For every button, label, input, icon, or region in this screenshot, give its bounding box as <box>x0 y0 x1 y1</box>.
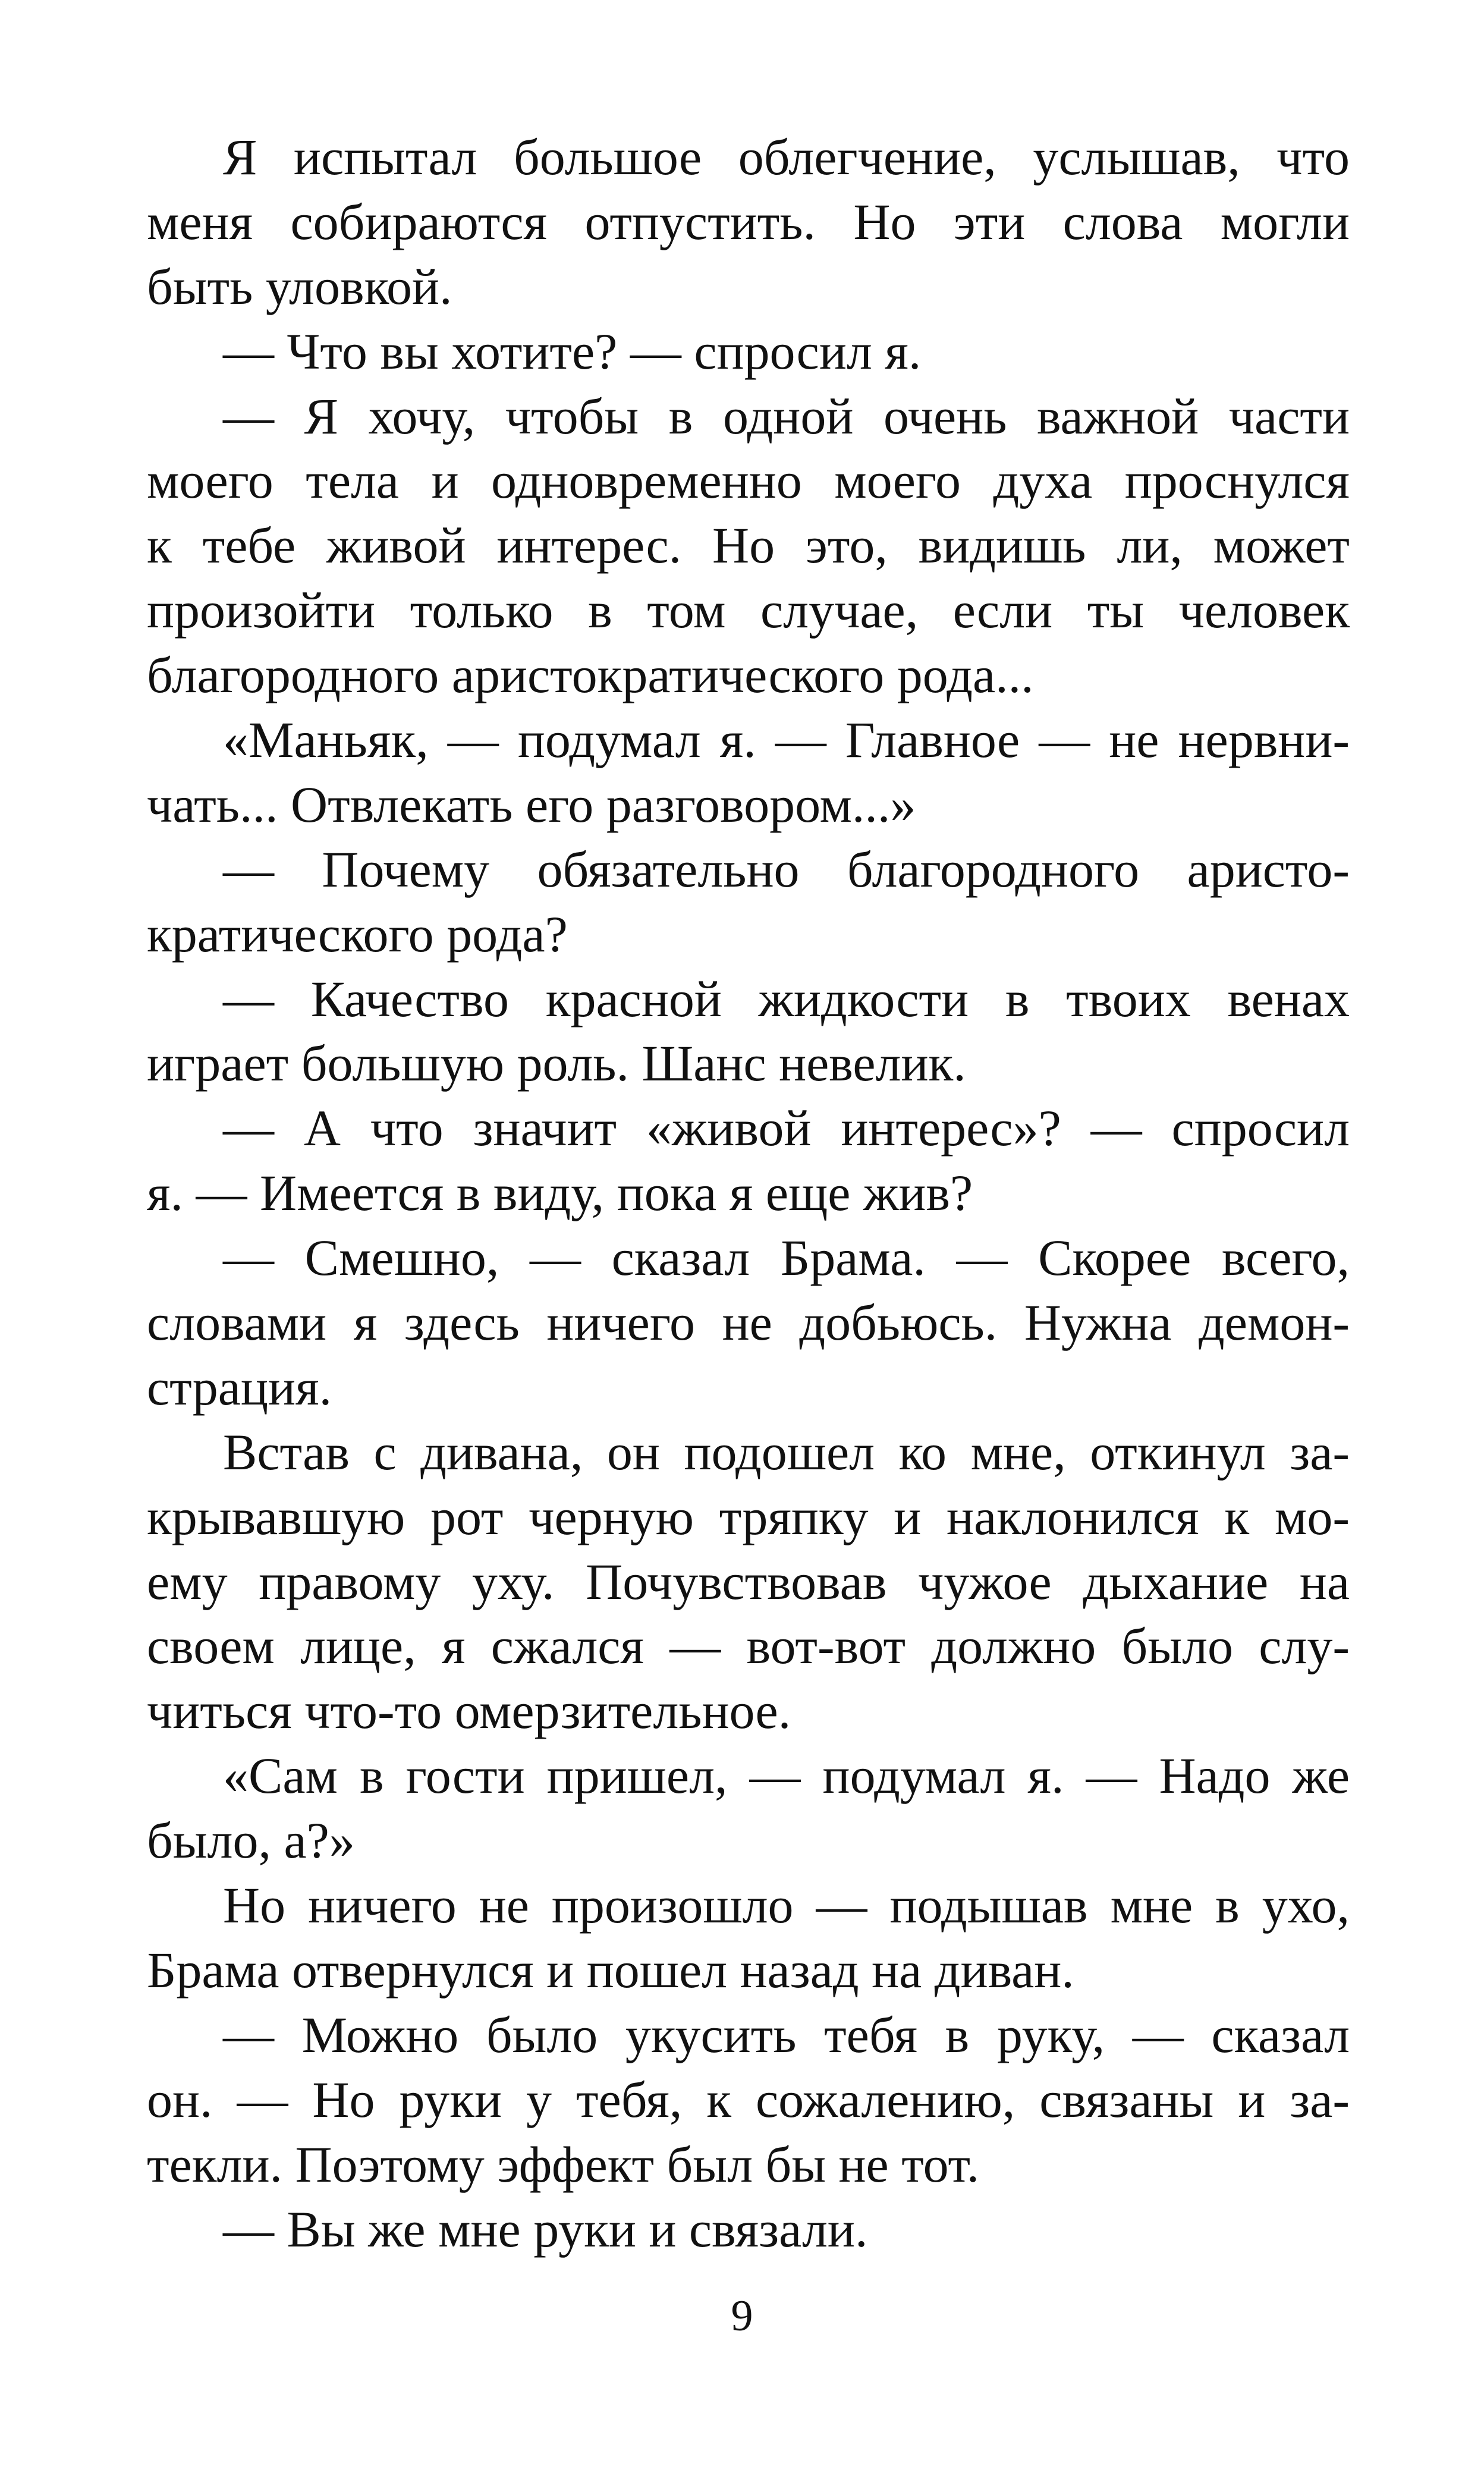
text-line: чать... Отвлекать его разговором...» <box>147 775 916 833</box>
text-line: — А что значит «живой интерес»? — спросил <box>223 1099 1350 1157</box>
text-line: текли. Поэтому эффект был бы не тот. <box>147 2135 980 2193</box>
text-line: словами я здесь ничего не добьюсь. Нужна демон- <box>147 1294 1350 1352</box>
text-line: Но ничего не произошло — подышав мне в ухо, <box>223 1877 1350 1934</box>
text-line: благородного аристократического рода... <box>147 646 1034 704</box>
text-line: — Я хочу, чтобы в одной очень важной части <box>223 387 1350 445</box>
text-line: Встав с дивана, он подошел ко мне, откинул за- <box>223 1423 1350 1481</box>
text-line: — Что вы хотите? — спросил я. <box>223 322 922 380</box>
text-line: — Вы же мне руки и связали. <box>223 2200 868 2258</box>
text-line: — Почему обязательно благородного аристо- <box>223 840 1350 898</box>
text-line: было, а?» <box>147 1812 355 1869</box>
text-line: ему правому уху. Почувствовав чужое дыхание на <box>147 1553 1350 1610</box>
text-line: моего тела и одновременно моего духа проснулся <box>147 452 1350 510</box>
text-line: своем лице, я сжался — вот-вот должно было слу- <box>147 1617 1350 1675</box>
text-line: кратического рода? <box>147 905 568 963</box>
text-line: я. — Имеется в виду, пока я еще жив? <box>147 1164 973 1222</box>
text-line: — Смешно, — сказал Брама. — Скорее всего, <box>223 1229 1350 1287</box>
page-number: 9 <box>731 2292 753 2340</box>
text-line: быть уловкой. <box>147 257 452 315</box>
text-line: читься что-то омерзительное. <box>147 1682 791 1740</box>
text-line: к тебе живой интерес. Но это, видишь ли, может <box>147 517 1350 574</box>
text-line: играет большую роль. Шанс невелик. <box>147 1035 966 1092</box>
page-body-text <box>147 125 1350 2261</box>
text-line: «Сам в гости пришел, — подумал я. — Надо же <box>223 1747 1350 1805</box>
text-line: меня собираются отпустить. Но эти слова могли <box>147 193 1350 250</box>
text-line: — Качество красной жидкости в твоих венах <box>223 970 1350 1028</box>
text-line: крывавшую рот черную тряпку и наклонился к мо- <box>147 1488 1350 1545</box>
text-line: произойти только в том случае, если ты человек <box>147 582 1350 639</box>
text-line: — Можно было укусить тебя в руку, — сказал <box>223 2006 1350 2063</box>
text-line: «Маньяк, — подумал я. — Главное — не нервни- <box>223 711 1350 769</box>
text-line: страция. <box>147 1358 332 1416</box>
text-line: Я испытал большое облегчение, услышав, что <box>223 128 1350 186</box>
text-line: Брама отвернулся и пошел назад на диван. <box>147 1941 1074 1999</box>
text-line: он. — Но руки у тебя, к сожалению, связаны и за- <box>147 2070 1350 2128</box>
